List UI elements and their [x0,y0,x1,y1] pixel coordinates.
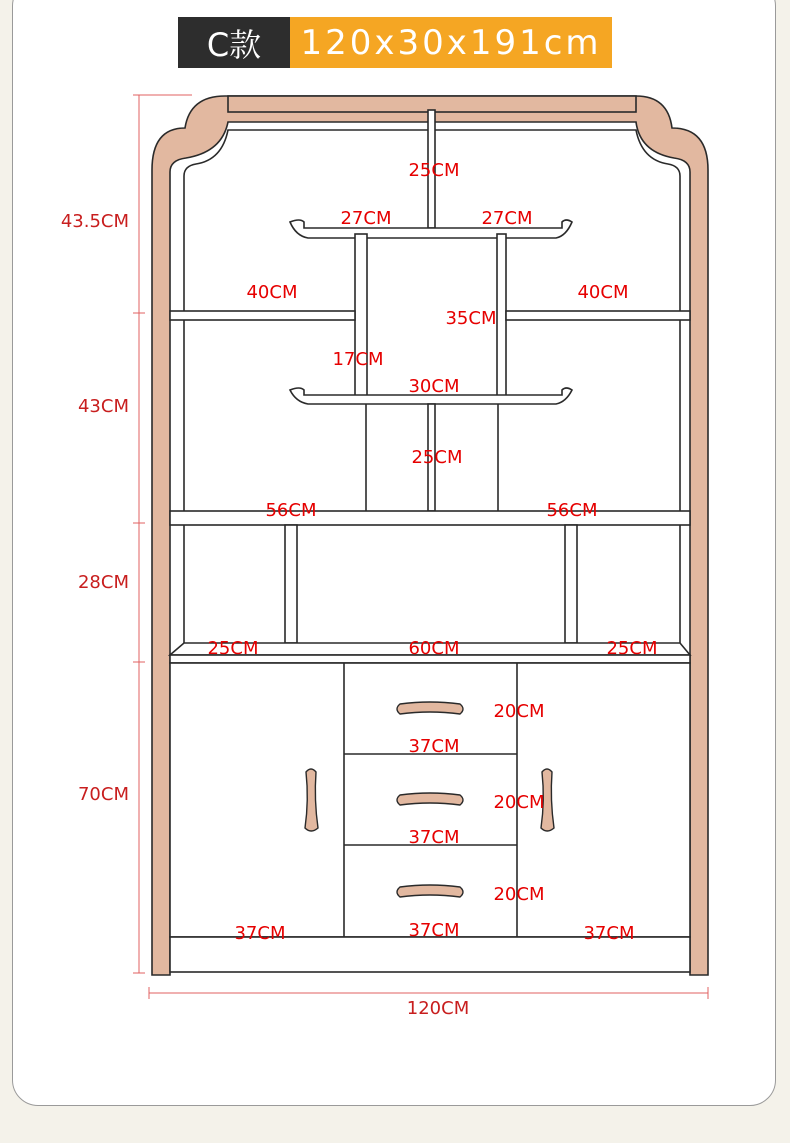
drawer-handle-2 [397,793,463,805]
lower-shelf [170,511,690,525]
height-label-middle: 28CM [77,572,129,593]
upper-shelf-left [170,311,355,320]
center-box-left [355,234,367,396]
height-label-cabinet: 70CM [77,784,129,805]
label-top-right: 27CM [481,208,533,229]
label-upper-right: 40CM [577,282,629,303]
label-drawer1-height: 20CM [493,701,545,722]
model-label: C款 [178,17,290,68]
label-center-width: 17CM [332,349,384,370]
label-upper-left: 40CM [246,282,298,303]
left-door-handle [305,769,318,831]
label-top-post: 25CM [408,160,460,181]
label-top-left: 27CM [340,208,392,229]
label-bottom-right: 25CM [606,638,658,659]
label-left-door-width: 37CM [234,923,286,944]
label-drawer3-height: 20CM [493,884,545,905]
height-label-upper: 43CM [77,396,129,417]
label-drawer3-width: 37CM [408,920,460,941]
lower-divider-right [565,525,577,643]
size-label: 120x30x191cm [290,17,612,68]
drawer-handle-1 [397,702,463,714]
label-lower-right: 56CM [546,500,598,521]
height-label-top: 43.5CM [60,211,129,232]
lower-divider-left [285,525,297,643]
width-label-overall: 120CM [406,998,470,1019]
center-box-right [497,234,506,396]
label-bottom-left: 25CM [207,638,259,659]
drawer-handle-3 [397,885,463,897]
label-drawer1-width: 37CM [408,736,460,757]
label-mid-post: 25CM [411,447,463,468]
label-mid-shelf: 30CM [408,376,460,397]
upper-shelf-right [506,311,690,320]
label-right-door-width: 37CM [583,923,635,944]
label-bottom-center: 60CM [408,638,460,659]
label-drawer2-height: 20CM [493,792,545,813]
label-center-height: 35CM [445,308,497,329]
label-lower-left: 56CM [265,500,317,521]
label-drawer2-width: 37CM [408,827,460,848]
